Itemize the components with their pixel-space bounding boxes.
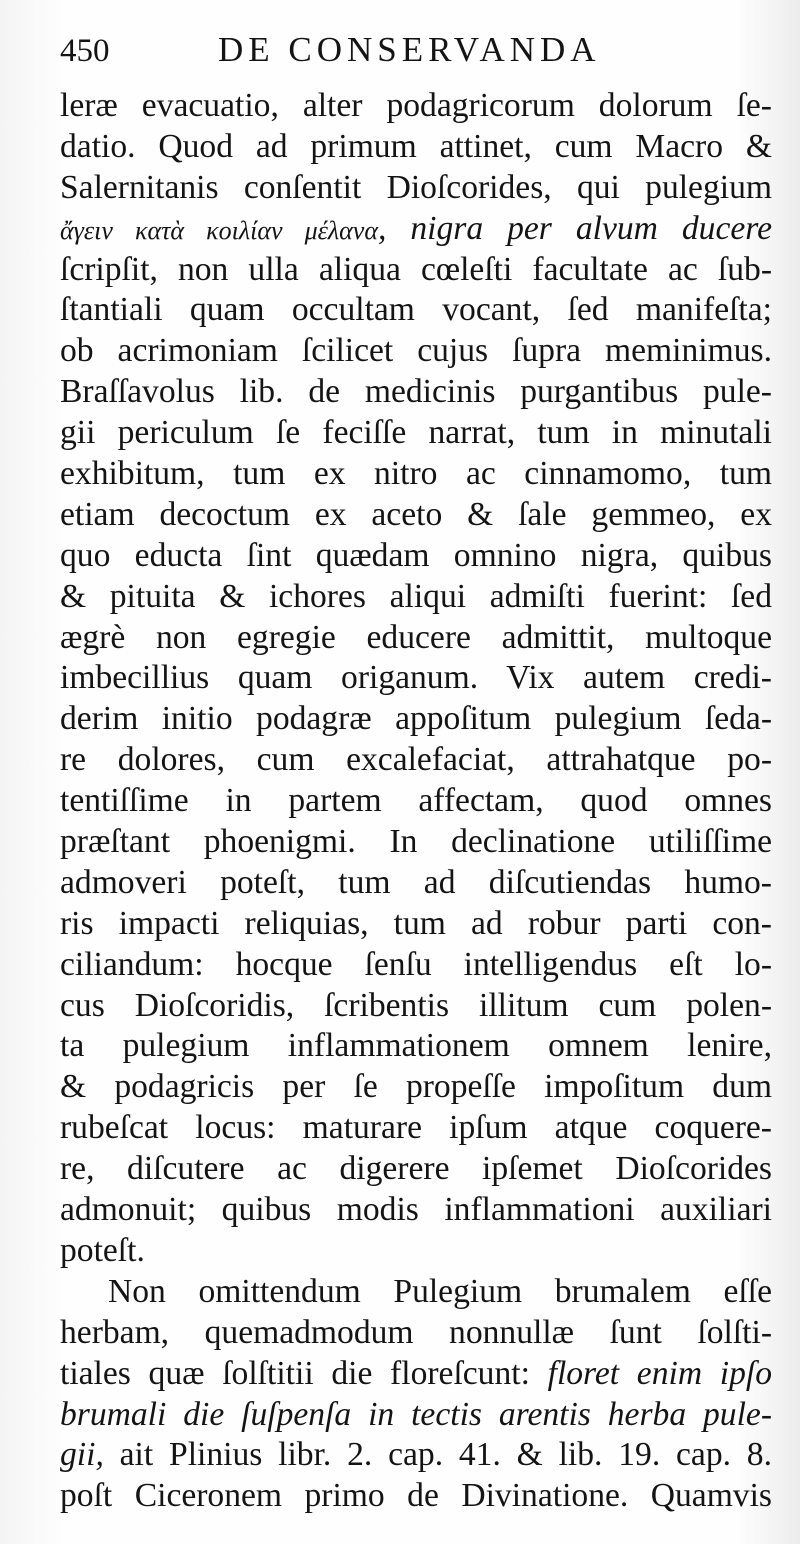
text-line — [60, 1435, 772, 1476]
italic-translation: , nigra per alvum ducere — [378, 209, 772, 247]
text-line: ob acrimoniam ſcilicet cujus ſupra meminimus. — [60, 332, 772, 370]
text-line — [60, 1354, 772, 1395]
italic-quote: floret enim ipſo — [547, 1354, 772, 1392]
text-line: datio. Quod ad primum attinet, cum Macro & — [60, 127, 772, 165]
paragraph-start: Non omittendum Pulegium brumalem eſſe — [108, 1272, 772, 1310]
text-line: præſtant phoenigmi. In declinatione utiliſſime — [60, 823, 772, 861]
text-line: tentiſſime in partem affectam, quod omnes — [60, 782, 772, 820]
text-line: re dolores, cum excalefaciat, attrahatque po- — [60, 741, 772, 779]
text-line: re, diſcutere ac digerere ipſemet Dioſcorides — [60, 1150, 772, 1188]
text-line: herbam, quemadmodum nonnullæ ſunt ſolſti- — [60, 1313, 772, 1351]
text-line: poſt Ciceronem primo de Divinatione. Quamvis — [60, 1477, 772, 1515]
text-line: quo educta ſint quædam omnino nigra, quibus — [60, 536, 772, 574]
text-line — [60, 209, 772, 250]
text-line: & podagricis per ſe propeſſe impoſitum dum — [60, 1068, 772, 1106]
italic-quote-line: brumali die ſuſpenſa in tectis arentis herba pule- — [60, 1395, 772, 1433]
body-text — [60, 86, 772, 1517]
text-line: exhibitum, tum ex nitro ac cinnamomo, tum — [60, 455, 772, 493]
text-line: imbecillius quam origanum. Vix autem credi- — [60, 659, 772, 697]
text-line: leræ evacuatio, alter podagricorum dolorum ſe- — [60, 87, 772, 124]
text-line: Salernitanis conſentit Dioſcorides, qui pulegium — [60, 168, 772, 206]
running-head: DE CONSERVANDA — [218, 30, 601, 69]
text-line: ſtantiali quam occultam vocant, ſed manifeſta; — [60, 291, 772, 329]
page-header — [60, 30, 772, 86]
greek-quote: ἄγειν κατὰ κοιλίαν μέλανα — [60, 215, 378, 245]
page-number: 450 — [60, 33, 110, 69]
text-line: derim initio podagræ appoſitum pulegium ſeda- — [60, 700, 772, 738]
text-segment: ait Plinius libr. 2. cap. 41. & lib. 19. cap. 8. — [103, 1436, 772, 1474]
text-line: admonuit; quibus modis inflammationi auxiliari — [60, 1191, 772, 1229]
italic-quote: gii, — [60, 1436, 104, 1474]
text-segment: tiales quæ ſolſtitii die floreſcunt: — [60, 1354, 548, 1392]
text-line: gii periculum ſe feciſſe narrat, tum in minutali — [60, 414, 772, 452]
text-line: etiam decoctum ex aceto & ſale gemmeo, ex — [60, 495, 772, 533]
text-line: poteſt. — [60, 1231, 145, 1269]
text-line: rubeſcat locus: maturare ipſum atque coquere- — [60, 1109, 772, 1147]
text-line: cus Dioſcoridis, ſcribentis illitum cum polen- — [60, 986, 772, 1024]
text-line: ægrè non egregie educere admittit, multoque — [60, 618, 772, 656]
text-line: ta pulegium inflammationem omnem lenire, — [60, 1027, 772, 1065]
text-line: admoveri poteſt, tum ad diſcutiendas humo- — [60, 863, 772, 901]
text-line: ciliandum: hocque ſenſu intelligendus eſt lo- — [60, 945, 772, 983]
text-line: ris impacti reliquias, tum ad robur parti con- — [60, 904, 772, 942]
text-line: & pituita & ichores aliqui admiſti fuerint: ſed — [60, 577, 772, 615]
text-line: ſcripſit, non ulla aliqua cœleſti facultate ac ſub- — [60, 250, 772, 288]
text-line: Braſſavolus lib. de medicinis purgantibus pule- — [60, 373, 772, 411]
